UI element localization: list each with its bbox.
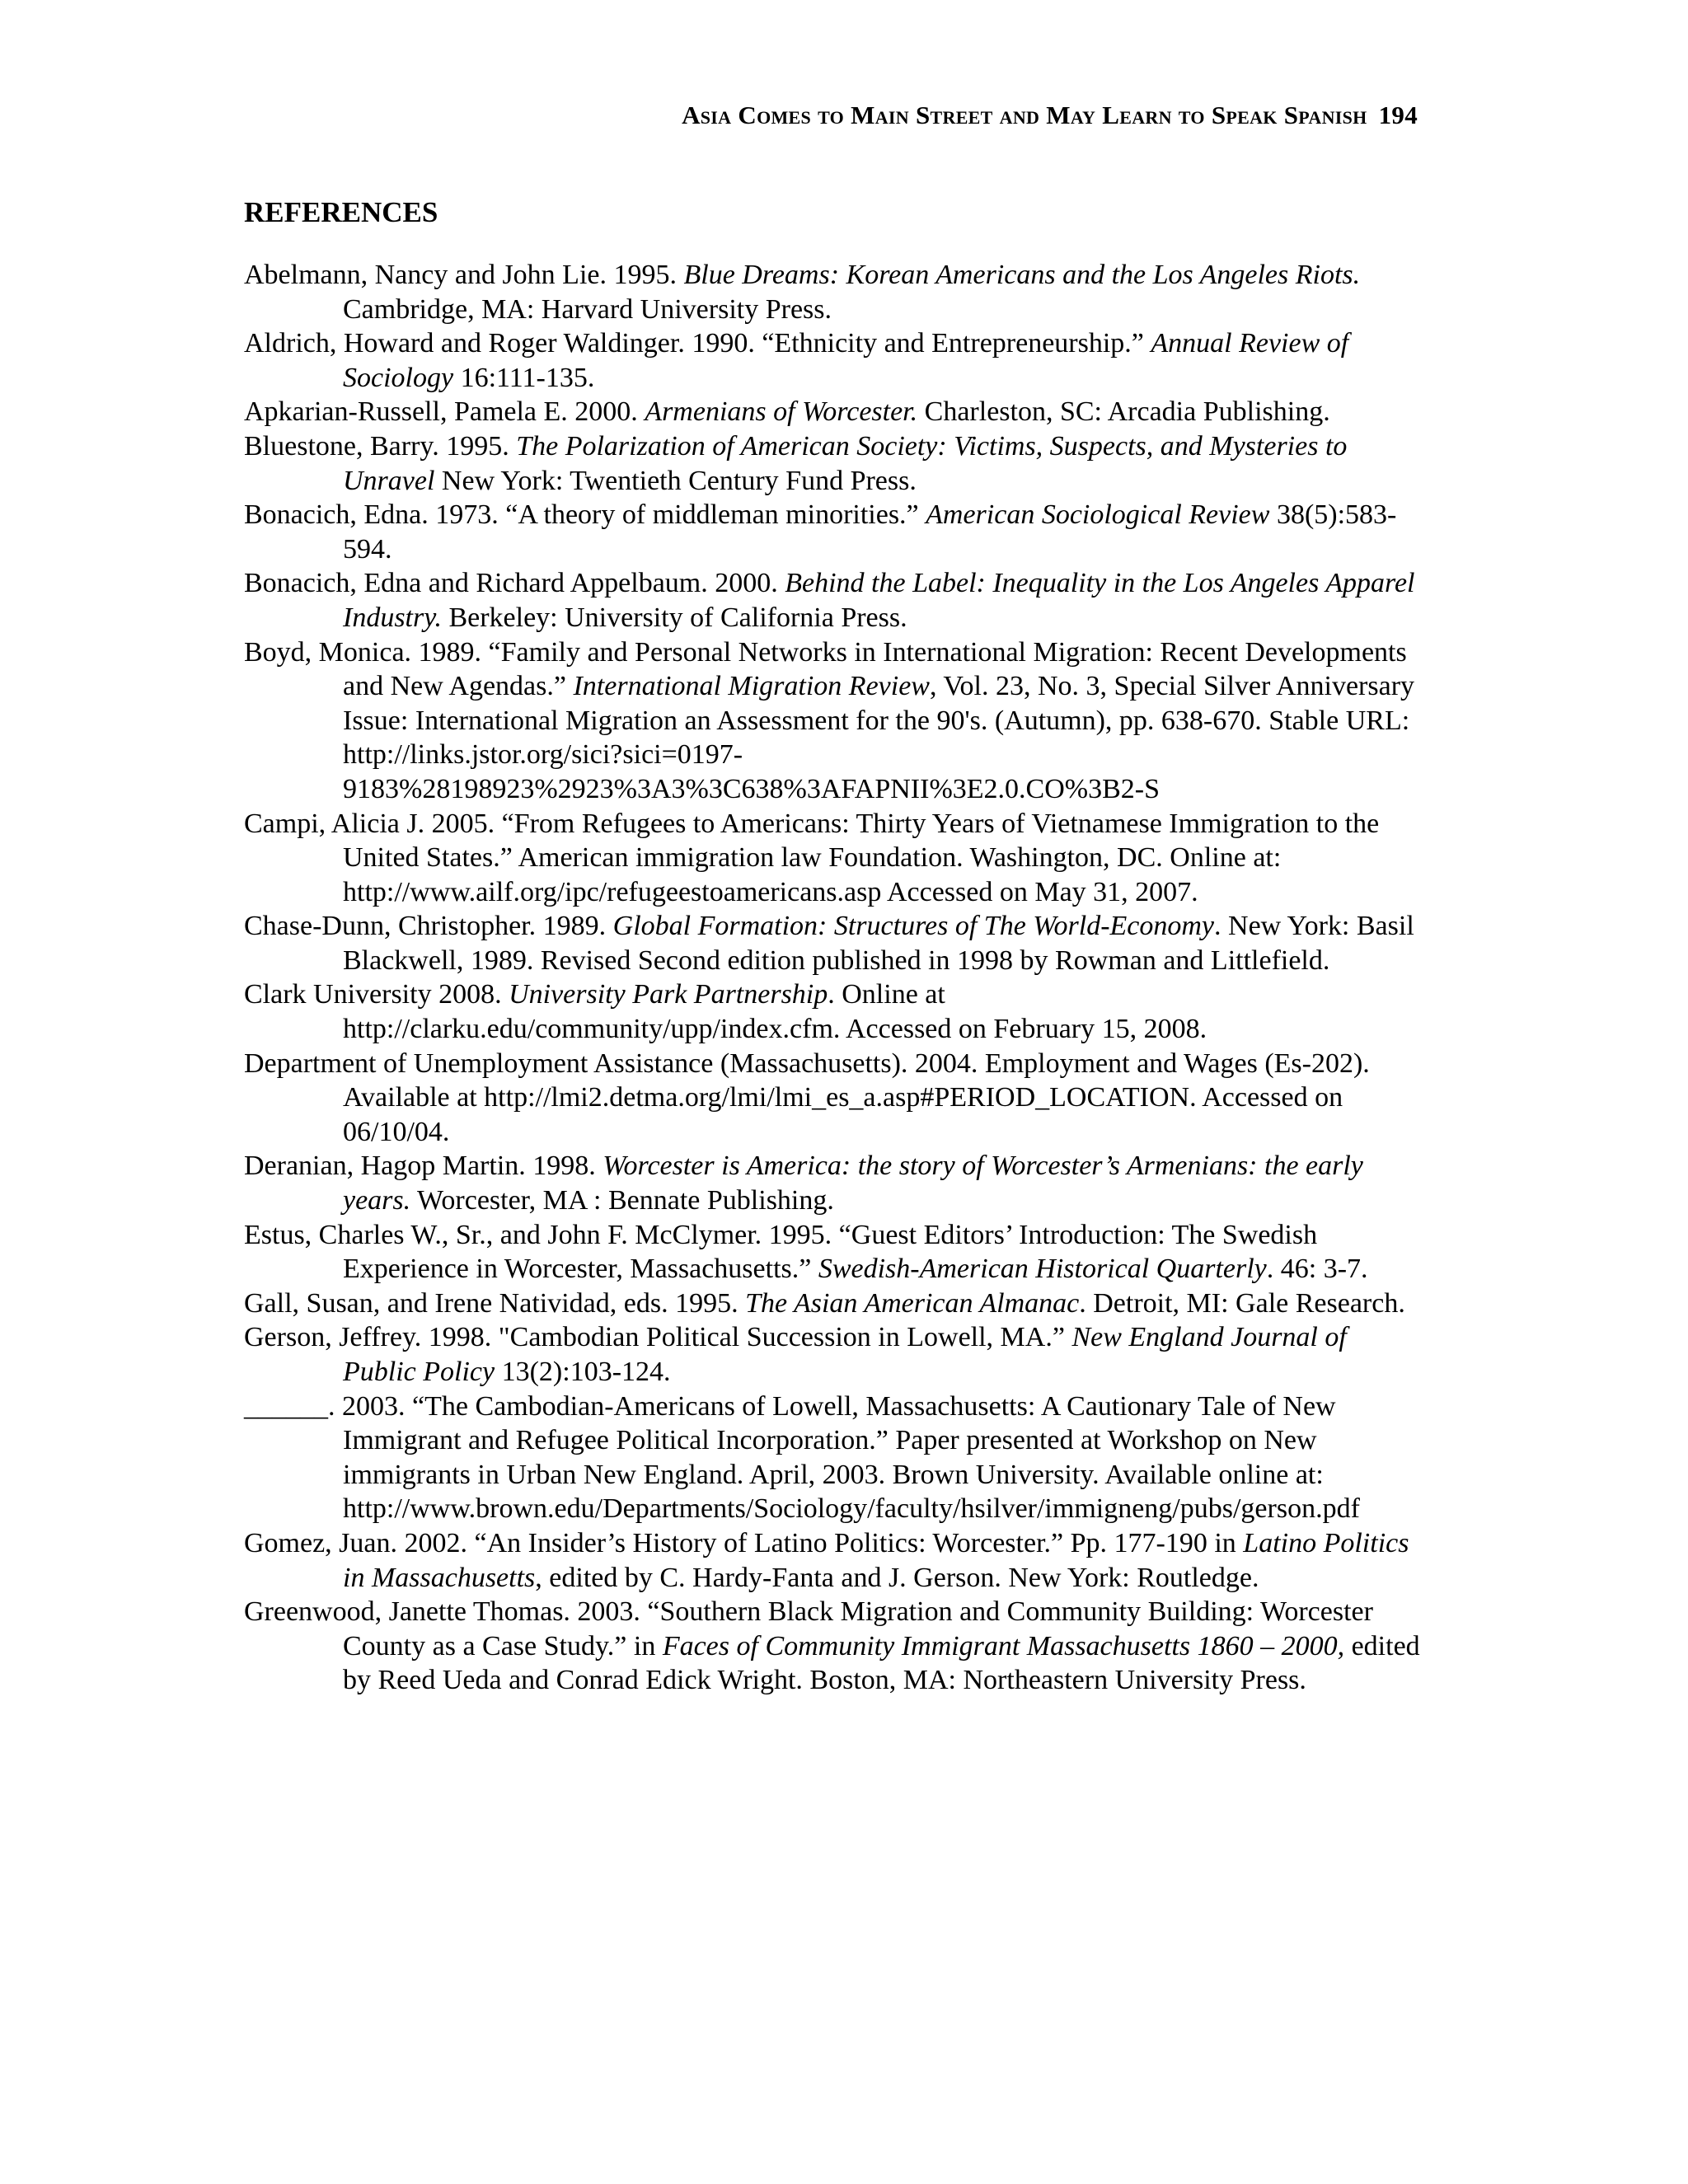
reference-text: Bonacich, Edna. 1973. “A theory of middleman minorities.” <box>244 499 926 531</box>
reference-text: Gall, Susan, and Irene Natividad, eds. 1995. <box>244 1287 746 1319</box>
reference-entry <box>244 1149 1423 1217</box>
reference-text: edited by Reed Ueda and Conrad Edick Wright. Boston, MA: Northeastern University Press. <box>343 1630 1420 1696</box>
reference-text: 13(2):103-124. <box>495 1357 671 1387</box>
reference-title-text: Worcester is America: the story of Worcester’s Armenians: the early years. <box>343 1151 1363 1216</box>
page-number: 194 <box>1378 101 1418 129</box>
reference-title-text: International Migration Review <box>573 671 930 702</box>
reference-text: Abelmann, Nancy and John Lie. 1995. <box>244 260 684 290</box>
reference-text: Greenwood, Janette Thomas. 2003. “Southern Black Migration and Community Building: Worcester County as a Case Study.” in <box>244 1596 1373 1661</box>
reference-list <box>244 258 1423 1698</box>
reference-text: 38(5):583-594. <box>343 499 1397 565</box>
reference-title-text: Armenians of Worcester. <box>645 396 918 428</box>
reference-text: Boyd, Monica. 1989. “Family and Personal Networks in International Migration: Recent Developments and New Agendas.” <box>244 636 1407 702</box>
reference-text: . Detroit, MI: Gale Research. <box>1079 1287 1405 1319</box>
reference-entry <box>244 429 1423 498</box>
reference-entry <box>244 326 1423 395</box>
reference-text: 16:111-135. <box>453 362 595 393</box>
reference-entry <box>244 395 1423 429</box>
reference-text: Bluestone, Barry. 1995. <box>244 430 517 462</box>
reference-entry <box>244 258 1423 326</box>
reference-text: . 46: 3-7. <box>1266 1254 1368 1285</box>
reference-entry <box>244 566 1423 635</box>
reference-entry <box>244 909 1423 977</box>
reference-text: Estus, Charles W., Sr., and John F. McClymer. 1995. “Guest Editors’ Introduction: The Swedish Experience in Worcester, Massachusetts.” <box>244 1219 1318 1285</box>
reference-title-text: Latino Politics in Massachusetts <box>343 1527 1409 1593</box>
reference-title-text: Swedish-American Historical Quarterly <box>818 1254 1267 1285</box>
reference-title-text: The Polarization of American Society: Victims, Suspects, and Mysteries to Unravel <box>343 430 1348 496</box>
reference-title-text: Behind the Label: Inequality in the Los Angeles Apparel Industry. <box>343 568 1415 633</box>
reference-entry <box>244 1218 1423 1286</box>
reference-text: New York: Twentieth Century Fund Press. <box>434 465 917 496</box>
reference-title-text: American Sociological Review <box>926 499 1270 531</box>
reference-entry <box>244 1320 1423 1389</box>
reference-entry <box>244 498 1423 566</box>
section-title: REFERENCES <box>244 196 438 228</box>
reference-title-text: Annual Review of Sociology <box>343 328 1349 393</box>
reference-text: Gomez, Juan. 2002. “An Insider’s History of Latino Politics: Worcester.” Pp. 177-190 in <box>244 1527 1244 1558</box>
reference-entry <box>244 1047 1423 1150</box>
reference-title-text: Global Formation: Structures of The World-Economy <box>612 911 1215 942</box>
reference-text: Chase-Dunn, Christopher. 1989. <box>244 911 613 942</box>
reference-text: Clark University 2008. <box>244 979 509 1010</box>
reference-text: . Online at http://clarku.edu/community/upp/index.cfm. Accessed on February 15, 2008. <box>343 979 1207 1045</box>
reference-text: Campi, Alicia J. 2005. “From Refugees to Americans: Thirty Years of Vietnamese Immigration to the United States.” American immigration law Foundation. Washington, DC. Online at: http://www.ailf.org/ipc/refugeestoamericans.asp Accessed on May 31, 2007. <box>244 808 1380 907</box>
reference-entry <box>244 977 1423 1046</box>
reference-title-text: Faces of Community Immigrant Massachusetts 1860 – 2000, <box>662 1630 1345 1661</box>
reference-text: Worcester, MA : Bennate Publishing. <box>410 1185 834 1216</box>
reference-text: , Vol. 23, No. 3, Special Silver Anniversary Issue: International Migration an Assessment for the 90's. (Autumn), pp. 638-670. Stable URL: http://links.jstor.org/sici?sici=0197-9183%28198923%2923%3A3%3C638%3AFAPNII%3E2.0.CO%3B2-S <box>343 671 1415 804</box>
reference-text: . New York: Basil Blackwell, 1989. Revised Second edition published in 1998 by Rowman and Littlefield. <box>343 911 1414 976</box>
reference-entry <box>244 1286 1423 1321</box>
reference-title-text: The Asian American Almanac <box>745 1287 1080 1319</box>
reference-text: Charleston, SC: Arcadia Publishing. <box>917 396 1330 428</box>
reference-text: Cambridge, MA: Harvard University Press. <box>343 293 832 325</box>
reference-entry <box>244 807 1423 910</box>
reference-text: ______. 2003. “The Cambodian-Americans of Lowell, Massachusetts: A Cautionary Tale of New Immigrant and Refugee Political Incorporation.” Paper presented at Workshop on New immigrants in Urban New England. April, 2003. Brown University. Available online at: http://www.brown.edu/Departments/Sociology/faculty/hsilver/immigneng/pubs/gerson.pdf <box>244 1390 1360 1525</box>
reference-title-text: University Park Partnership <box>509 979 828 1010</box>
reference-entry <box>244 635 1423 807</box>
reference-text: Apkarian-Russell, Pamela E. 2000. <box>244 396 645 428</box>
reference-entry <box>244 1595 1423 1698</box>
reference-text: Aldrich, Howard and Roger Waldinger. 1990. “Ethnicity and Entrepreneurship.” <box>244 328 1151 359</box>
reference-entry <box>244 1526 1423 1595</box>
reference-text: Gerson, Jeffrey. 1998. "Cambodian Political Succession in Lowell, MA.” <box>244 1322 1072 1353</box>
reference-text: , edited by C. Hardy-Fanta and J. Gerson. New York: Routledge. <box>535 1562 1259 1593</box>
reference-text: Bonacich, Edna and Richard Appelbaum. 2000. <box>244 568 785 599</box>
reference-text: Department of Unemployment Assistance (Massachusetts). 2004. Employment and Wages (Es-202). Available at http://lmi2.detma.org/lmi/lmi_es_a.asp#PERIOD_LOCATION. Accessed on 06/10/04. <box>244 1047 1370 1147</box>
reference-title-text: New England Journal of Public Policy <box>343 1322 1347 1387</box>
reference-text: Deranian, Hagop Martin. 1998. <box>244 1151 603 1182</box>
reference-title-text: Blue Dreams: Korean Americans and the Los Angeles Riots. <box>683 260 1361 290</box>
reference-entry <box>244 1390 1423 1526</box>
reference-text: Berkeley: University of California Press. <box>441 602 907 633</box>
running-header <box>244 99 1418 132</box>
running-title: Asia Comes to Main Street and May Learn to Speak Spanish <box>682 101 1367 129</box>
